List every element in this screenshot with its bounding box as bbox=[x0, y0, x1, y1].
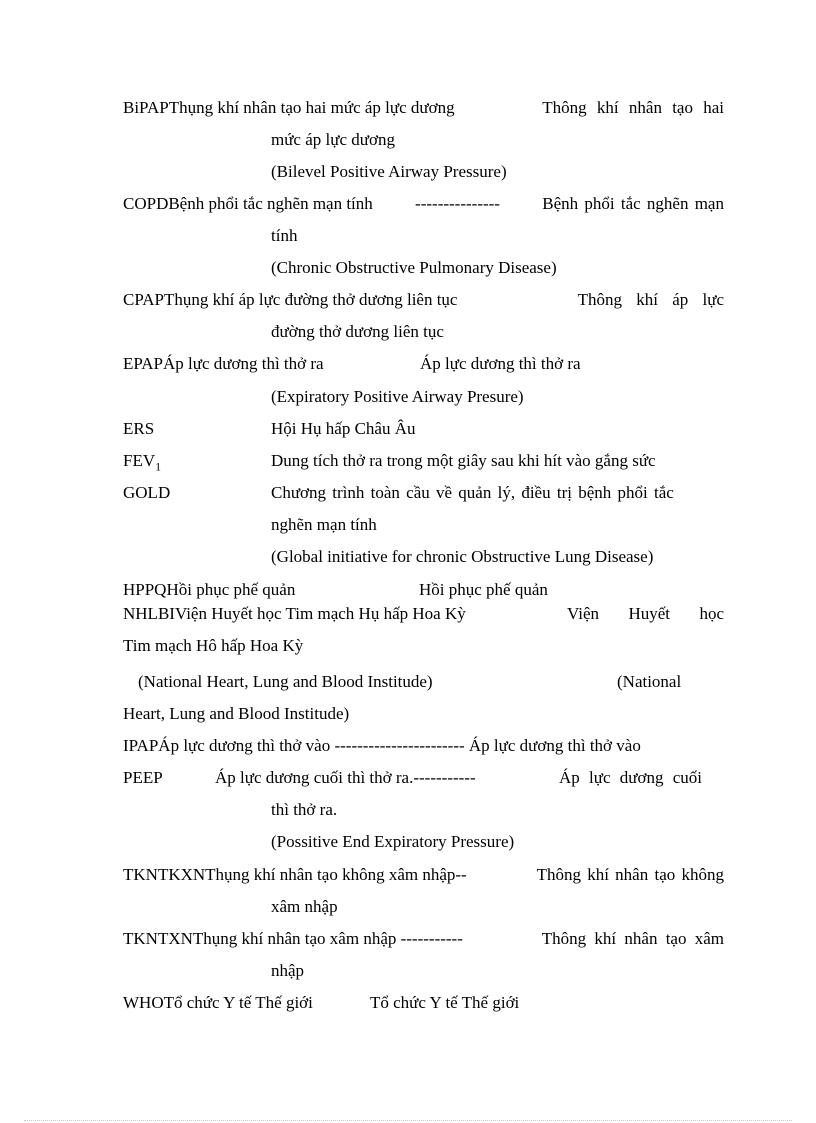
nhlbi-term: NHLBIViện Huyết học Tim mạch Hụ hấp Hoa Kỳ bbox=[123, 604, 466, 623]
who-definition: Tổ chức Y tế Thế giới bbox=[370, 993, 520, 1012]
tkntxn-definition-cont: nhập bbox=[271, 961, 305, 980]
gold-definition-line1 bbox=[271, 483, 725, 503]
ers-definition: Hội Hụ hấp Châu Âu bbox=[271, 419, 416, 438]
gold-term: GOLD bbox=[123, 483, 171, 502]
tkntkxn-definition-cont: xâm nhập bbox=[271, 897, 338, 916]
entry-bipap-line1 bbox=[123, 98, 724, 118]
tkntxn-definition-start: Thông khí nhân tạo xâm bbox=[541, 929, 724, 948]
entry-tkntxn-line1 bbox=[123, 929, 724, 949]
peep-english: (Possitive End Expiratory Pressure) bbox=[271, 832, 515, 851]
tkntxn-term: TKNTXNThụng khí nhân tạo xâm nhập ----------- bbox=[123, 929, 463, 948]
copd-term: COPDBệnh phổi tắc nghẽn mạn tính bbox=[123, 194, 373, 213]
hppq-definition: Hồi phục phế quản bbox=[419, 580, 548, 599]
nhlbi-word-3: học bbox=[699, 604, 724, 623]
nhlbi-english: (National Heart, Lung and Blood Institude) bbox=[138, 672, 433, 691]
gold-english: (Global initiative for chronic Obstructive Lung Disease) bbox=[271, 547, 654, 566]
copd-definition-start: Bệnh phổi tắc nghẽn mạn bbox=[542, 194, 724, 213]
page-bottom-divider bbox=[24, 1120, 792, 1121]
epap-definition: Áp lực dương thì thở ra bbox=[420, 354, 581, 373]
peep-definition-start: Áp lực dương cuối bbox=[559, 768, 702, 787]
gold-definition-start: Chương trình toàn cầu về quản lý, điều trị bệnh phổi tắc bbox=[271, 483, 674, 502]
fev-abbr: FEV bbox=[123, 451, 156, 470]
nhlbi-definition-cont: Tim mạch Hô hấp Hoa Kỳ bbox=[123, 636, 304, 655]
peep-definition-cont: thì thở ra. bbox=[271, 800, 338, 819]
fev1-term bbox=[123, 451, 161, 476]
cpap-definition-start: Thông khí áp lực bbox=[577, 290, 724, 309]
bipap-definition-start: Thông khí nhân tạo hai bbox=[542, 98, 724, 117]
copd-english: (Chronic Obstructive Pulmonary Disease) bbox=[271, 258, 557, 277]
peep-term: PEEP bbox=[123, 768, 163, 787]
ers-term: ERS bbox=[123, 419, 155, 438]
entry-cpap-line1 bbox=[123, 290, 724, 310]
gold-definition-cont: nghẽn mạn tính bbox=[271, 515, 377, 534]
epap-term: EPAPÁp lực dương thì thở ra bbox=[123, 354, 324, 373]
bipap-term: BiPAPThụng khí nhân tạo hai mức áp lực dương bbox=[123, 98, 455, 117]
tkntkxn-term: TKNTKXNThụng khí nhân tạo không xâm nhập-- bbox=[123, 865, 467, 884]
bipap-definition-cont: mức áp lực dương bbox=[271, 130, 395, 149]
fev1-definition: Dung tích thở ra trong một giây sau khi hít vào gắng sức bbox=[271, 451, 656, 470]
fev-subscript: 1 bbox=[155, 459, 162, 474]
nhlbi-word-1: Viện bbox=[567, 604, 600, 623]
peep-definition-right-wrap bbox=[559, 768, 725, 788]
bipap-english: (Bilevel Positive Airway Pressure) bbox=[271, 162, 507, 181]
cpap-term: CPAPThụng khí áp lực đường thở dương liên tục bbox=[123, 290, 458, 309]
entry-copd-line1 bbox=[123, 194, 724, 214]
nhlbi-english-cont: Heart, Lung and Blood Institude) bbox=[123, 704, 350, 723]
hppq-term: HPPQHồi phục phế quản bbox=[123, 580, 296, 599]
entry-tkntkxn-line1 bbox=[123, 865, 724, 885]
epap-english: (Expiratory Positive Airway Presure) bbox=[271, 387, 524, 406]
peep-definition-mid: Áp lực dương cuối thì thở ra.----------- bbox=[215, 768, 476, 787]
nhlbi-definition-start bbox=[567, 604, 724, 624]
nhlbi-english-repeat: (National bbox=[617, 672, 682, 691]
nhlbi-word-2: Huyết bbox=[628, 604, 671, 623]
tkntkxn-definition-start: Thông khí nhân tạo không bbox=[536, 865, 724, 884]
copd-dashes: --------------- bbox=[415, 194, 500, 213]
who-term: WHOTổ chức Y tế Thế giới bbox=[123, 993, 313, 1012]
copd-definition-cont: tính bbox=[271, 226, 298, 245]
cpap-definition-cont: đường thở dương liên tục bbox=[271, 322, 444, 341]
ipap-entry: IPAPÁp lực dương thì thở vào ----------------------- Áp lực dương thì thở vào bbox=[123, 736, 641, 755]
